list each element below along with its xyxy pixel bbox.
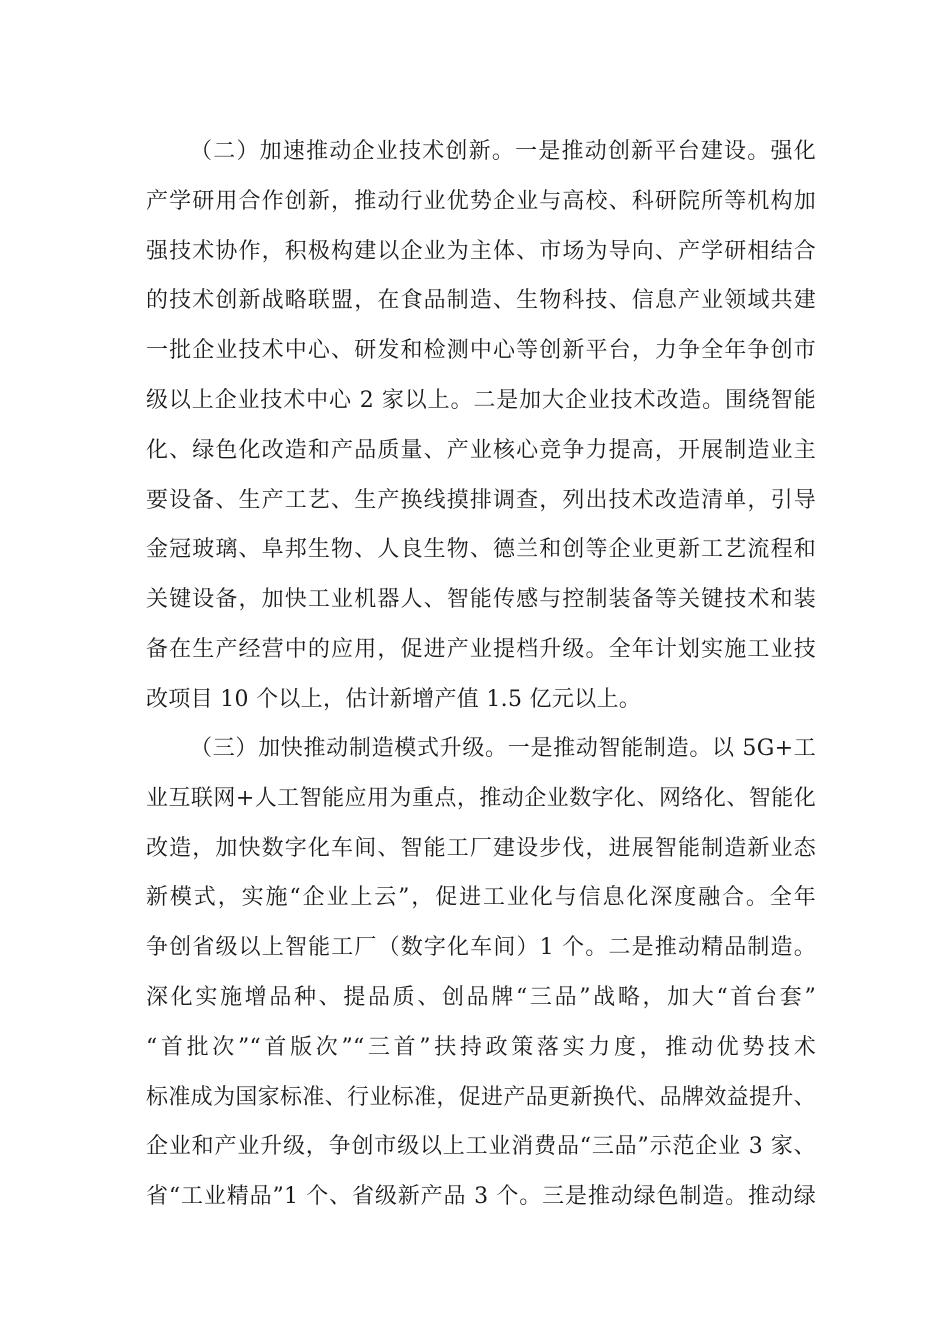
paragraph-line: 一批企业技术中心、研发和检测中心等创新平台，力争全年争创市	[146, 338, 816, 364]
paragraph-line: （三）加快推动制造模式升级。一是推动智能制造。以 5G+工	[190, 736, 816, 761]
paragraph-line: 改项目 10 个以上，估计新增产值 1.5 亿元以上。	[146, 686, 642, 712]
paragraph-line: 强技术协作，积极构建以企业为主体、市场为导向、产学研相结合	[146, 238, 816, 264]
paragraph-line: 要设备、生产工艺、生产换线摸排调查，列出技术改造清单，引导	[146, 487, 816, 513]
paragraph-line: 争创省级以上智能工厂（数字化车间）1 个。二是推动精品制造。	[146, 935, 816, 961]
paragraph-line: 产学研用合作创新，推动行业优势企业与高校、科研院所等机构加	[146, 188, 816, 214]
paragraph-line: 化、绿色化改造和产品质量、产业核心竞争力提高，开展制造业主	[146, 437, 816, 463]
paragraph-line: 金冠玻璃、阜邦生物、人良生物、德兰和创等企业更新工艺流程和	[146, 537, 816, 563]
paragraph-line: 企业和产业升级，争创市级以上工业消费品“三品”示范企业 3 家、	[146, 1134, 816, 1160]
paragraph-line: 备在生产经营中的应用，促进产业提档升级。全年计划实施工业技	[146, 636, 816, 662]
paragraph-line: 标准成为国家标准、行业标准，促进产品更新换代、品牌效益提升、	[146, 1084, 816, 1110]
paragraph-line: （二）加速推动企业技术创新。一是推动创新平台建设。强化	[190, 139, 816, 164]
paragraph-line: “首批次”“首版次”“三首”扶持政策落实力度，推动优势技术	[146, 1034, 816, 1060]
paragraph-line: 级以上企业技术中心 2 家以上。二是加大企业技术改造。围绕智能	[146, 387, 816, 413]
paragraph-line: 关键设备，加快工业机器人、智能传感与控制装备等关键技术和装	[146, 587, 816, 613]
paragraph-line: 省“工业精品”1 个、省级新产品 3 个。三是推动绿色制造。推动绿	[146, 1184, 816, 1210]
paragraph-technology-innovation	[146, 127, 816, 725]
paragraph-line: 的技术创新战略联盟，在食品制造、生物科技、信息产业领域共建	[146, 288, 816, 314]
paragraph-line: 业互联网+人工智能应用为重点，推动企业数字化、网络化、智能化	[146, 785, 816, 811]
paragraph-line: 深化实施增品种、提品质、创品牌“三品”战略，加大“首台套”	[146, 984, 816, 1010]
paragraph-line: 新模式，实施“企业上云”，促进工业化与信息化深度融合。全年	[146, 885, 816, 911]
paragraph-manufacturing-upgrade	[146, 724, 816, 1222]
paragraph-line: 改造，加快数字化车间、智能工厂建设步伐，进展智能制造新业态	[146, 835, 816, 861]
